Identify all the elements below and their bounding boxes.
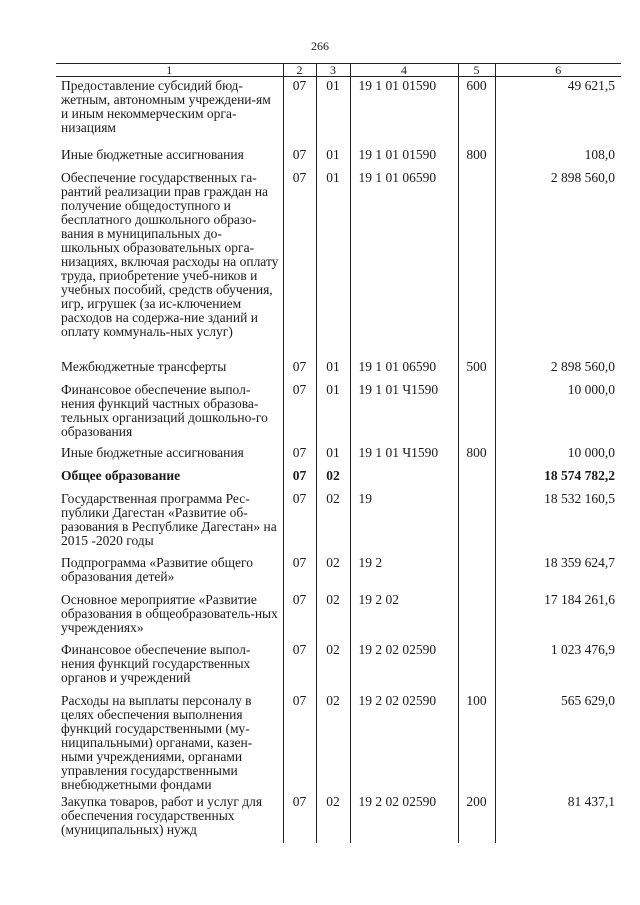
expense-type-code: 800 <box>458 146 495 169</box>
target-article-code: 19 1 01 01590 <box>350 146 458 169</box>
column-header-5: 5 <box>458 64 495 77</box>
row-name: Финансовое обеспечение выпол-нения функций частных образова-тельных организаций дошкольно-го образования <box>61 381 268 439</box>
table-row <box>56 692 621 793</box>
row-name: Обеспечение государственных га-рантий реализации прав граждан на получение общедоступного и бесплатного дошкольного образо-вания в муниципальных до-школьных образовательных орга-низациях, включая расходы на оплату труда, приобретение учеб-ников и учебных пособий, средств обучения, игр, игрушек (за ис-ключением расходов на содержа-ние зданий и оплату коммуналь-ных услуг) <box>61 169 279 339</box>
table-row <box>56 358 621 381</box>
table-row <box>56 146 621 169</box>
subsection-code: 01 <box>316 146 350 169</box>
section-code: 07 <box>283 490 316 554</box>
table-row <box>56 490 621 554</box>
amount: 81 437,1 <box>495 793 621 843</box>
amount: 108,0 <box>495 146 621 169</box>
header-row <box>56 64 621 77</box>
amount: 10 000,0 <box>495 381 621 444</box>
row-name: Финансовое обеспечение выпол-нения функций государственных органов и учреждений <box>61 641 251 685</box>
row-name: Межбюджетные трансферты <box>61 358 227 374</box>
target-article-code: 19 2 02 02590 <box>350 641 458 692</box>
section-code: 07 <box>283 554 316 591</box>
target-article-code: 19 1 01 Ч1590 <box>350 381 458 444</box>
row-name: Государственная программа Рес-публики Дагестан «Развитие об-разования в Республике Дагестан» на 2015 -2020 годы <box>61 490 277 548</box>
expense-type-code: 200 <box>458 793 495 843</box>
target-article-code: 19 2 02 02590 <box>350 793 458 843</box>
row-name: Иные бюджетные ассигнования <box>61 444 244 460</box>
subsection-code: 02 <box>316 490 350 554</box>
target-article-code: 19 1 01 06590 <box>350 169 458 358</box>
row-name: Расходы на выплаты персоналу в целях обеспечения выполнения функций государственными (му-ниципальными) органами, казен-ными учреждениями, органами управления государственными внебюджетными фондами <box>61 692 253 792</box>
target-article-code <box>350 467 458 490</box>
expense-type-code <box>458 467 495 490</box>
row-name: Предоставление субсидий бюд-жетным, автономным учреждени-ям и иным некоммерческим орга-низациям <box>61 78 271 135</box>
amount: 1 023 476,9 <box>495 641 621 692</box>
expense-type-code <box>458 554 495 591</box>
row-name: Общее образование <box>61 467 181 483</box>
expense-type-code <box>458 169 495 358</box>
target-article-code: 19 2 02 02590 <box>350 692 458 793</box>
row-name: Иные бюджетные ассигнования <box>61 146 244 162</box>
table-row <box>56 77 621 146</box>
section-code: 07 <box>283 77 316 146</box>
row-name: Основное мероприятие «Развитие образования в общеобразователь-ных учреждениях» <box>61 591 278 635</box>
expense-type-code <box>458 490 495 554</box>
section-code: 07 <box>283 444 316 467</box>
row-name: Подпрограмма «Развитие общего образования детей» <box>61 554 253 584</box>
column-header-4: 4 <box>350 64 458 77</box>
section-code: 07 <box>283 793 316 843</box>
expense-type-code: 500 <box>458 358 495 381</box>
section-code: 07 <box>283 358 316 381</box>
subsection-code: 02 <box>316 467 350 490</box>
table-row <box>56 467 621 490</box>
amount: 10 000,0 <box>495 444 621 467</box>
expense-type-code: 600 <box>458 77 495 146</box>
budget-table <box>56 63 621 843</box>
table-row <box>56 591 621 641</box>
amount: 18 532 160,5 <box>495 490 621 554</box>
subsection-code: 02 <box>316 793 350 843</box>
target-article-code: 19 2 02 <box>350 591 458 641</box>
table-header <box>56 64 621 77</box>
amount: 17 184 261,6 <box>495 591 621 641</box>
amount: 18 574 782,2 <box>495 467 621 490</box>
section-code: 07 <box>283 381 316 444</box>
amount: 565 629,0 <box>495 692 621 793</box>
expense-type-code <box>458 641 495 692</box>
section-code: 07 <box>283 692 316 793</box>
amount: 18 359 624,7 <box>495 554 621 591</box>
subsection-code: 01 <box>316 77 350 146</box>
column-header-1: 1 <box>56 64 283 77</box>
subsection-code: 01 <box>316 169 350 358</box>
section-code: 07 <box>283 641 316 692</box>
table-row <box>56 793 621 843</box>
column-header-3: 3 <box>316 64 350 77</box>
table-body <box>56 77 621 843</box>
subsection-code: 02 <box>316 554 350 591</box>
table-row <box>56 444 621 467</box>
subsection-code: 01 <box>316 381 350 444</box>
table-row <box>56 554 621 591</box>
table-row <box>56 169 621 358</box>
amount: 2 898 560,0 <box>495 358 621 381</box>
column-header-6: 6 <box>495 64 621 77</box>
section-code: 07 <box>283 146 316 169</box>
target-article-code: 19 2 <box>350 554 458 591</box>
target-article-code: 19 1 01 Ч1590 <box>350 444 458 467</box>
target-article-code: 19 <box>350 490 458 554</box>
row-name: Закупка товаров, работ и услуг для обеспечения государственных (муниципальных) нужд <box>61 793 263 837</box>
expense-type-code <box>458 591 495 641</box>
amount: 2 898 560,0 <box>495 169 621 358</box>
table-row <box>56 381 621 444</box>
page-number: 266 <box>311 39 329 53</box>
expense-type-code: 800 <box>458 444 495 467</box>
amount: 49 621,5 <box>495 77 621 146</box>
subsection-code: 02 <box>316 692 350 793</box>
column-header-2: 2 <box>283 64 316 77</box>
table-row <box>56 641 621 692</box>
expense-type-code: 100 <box>458 692 495 793</box>
subsection-code: 01 <box>316 444 350 467</box>
section-code: 07 <box>283 591 316 641</box>
target-article-code: 19 1 01 06590 <box>350 358 458 381</box>
subsection-code: 02 <box>316 641 350 692</box>
subsection-code: 02 <box>316 591 350 641</box>
expense-type-code <box>458 381 495 444</box>
section-code: 07 <box>283 467 316 490</box>
section-code: 07 <box>283 169 316 358</box>
subsection-code: 01 <box>316 358 350 381</box>
target-article-code: 19 1 01 01590 <box>350 77 458 146</box>
